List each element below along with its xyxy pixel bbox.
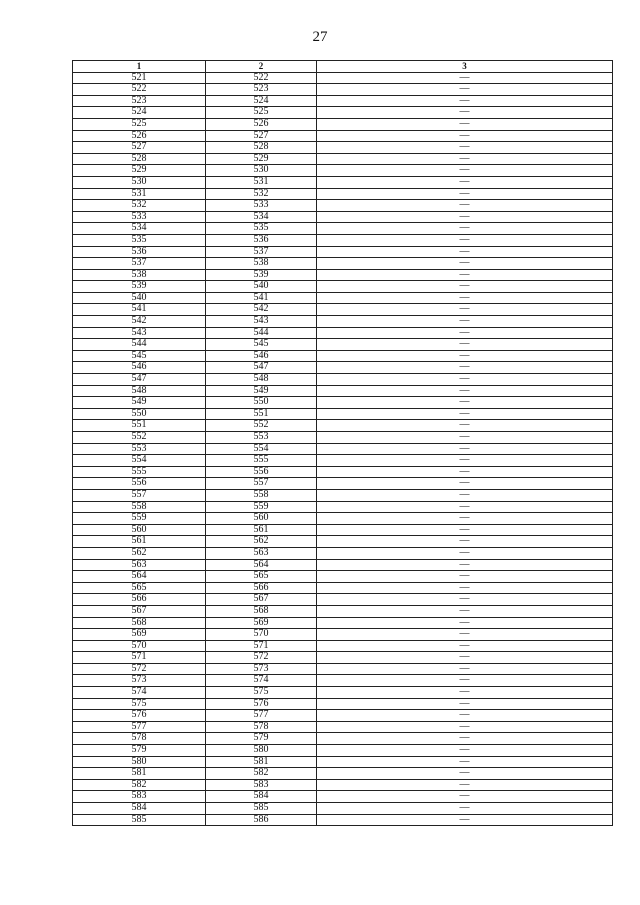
table-cell-dash: — (317, 675, 613, 687)
table-row (73, 547, 613, 559)
table-cell-number: 525 (206, 107, 317, 119)
table-row (73, 571, 613, 583)
table-cell-number: 551 (73, 420, 206, 432)
table-row (73, 814, 613, 826)
table-cell-dash: — (317, 432, 613, 444)
table-row (73, 200, 613, 212)
table-cell-number: 529 (73, 165, 206, 177)
table-cell-dash: — (317, 594, 613, 606)
table-cell-number: 573 (206, 663, 317, 675)
table-cell-number: 555 (206, 455, 317, 467)
table-cell-number: 579 (73, 745, 206, 757)
table-cell-number: 544 (206, 327, 317, 339)
table-cell-number: 560 (73, 524, 206, 536)
table-row (73, 513, 613, 525)
table-header-row (73, 61, 613, 73)
table-cell-dash: — (317, 200, 613, 212)
table-cell-number: 528 (206, 142, 317, 154)
table-row (73, 107, 613, 119)
table-cell-number: 536 (73, 246, 206, 258)
table-cell-dash: — (317, 130, 613, 142)
table-cell-dash: — (317, 466, 613, 478)
table-cell-number: 573 (73, 675, 206, 687)
table-row (73, 72, 613, 84)
table-row (73, 339, 613, 351)
table-cell-number: 527 (206, 130, 317, 142)
table-row (73, 176, 613, 188)
table-row (73, 559, 613, 571)
table-row (73, 663, 613, 675)
table-cell-number: 552 (73, 432, 206, 444)
table-cell-number: 525 (73, 118, 206, 130)
table-cell-dash: — (317, 223, 613, 235)
table-cell-number: 560 (206, 513, 317, 525)
table-cell-number: 578 (206, 721, 317, 733)
table-cell-number: 584 (206, 791, 317, 803)
table-cell-dash: — (317, 663, 613, 675)
table-cell-dash: — (317, 605, 613, 617)
table-row (73, 478, 613, 490)
table-row (73, 188, 613, 200)
table-row (73, 95, 613, 107)
table-cell-number: 549 (73, 397, 206, 409)
table-cell-number: 545 (73, 350, 206, 362)
table-cell-number: 572 (73, 663, 206, 675)
table-cell-dash: — (317, 547, 613, 559)
table-cell-number: 574 (73, 687, 206, 699)
table-cell-number: 580 (206, 745, 317, 757)
table-cell-dash: — (317, 118, 613, 130)
table-cell-number: 577 (206, 710, 317, 722)
table-cell-number: 565 (206, 571, 317, 583)
table-cell-dash: — (317, 385, 613, 397)
table-cell-number: 586 (206, 814, 317, 826)
table-cell-dash: — (317, 304, 613, 316)
table-cell-number: 584 (73, 803, 206, 815)
table-row (73, 397, 613, 409)
table-row (73, 756, 613, 768)
table-cell-number: 559 (206, 501, 317, 513)
table-cell-number: 539 (206, 269, 317, 281)
table-row (73, 443, 613, 455)
table-cell-dash: — (317, 316, 613, 328)
table-cell-dash: — (317, 559, 613, 571)
table-cell-dash: — (317, 362, 613, 374)
table-cell-dash: — (317, 84, 613, 96)
column-header-3: 3 (317, 61, 613, 73)
table-row (73, 84, 613, 96)
table-cell-dash: — (317, 768, 613, 780)
table-cell-dash: — (317, 524, 613, 536)
table-cell-number: 546 (73, 362, 206, 374)
table-row (73, 385, 613, 397)
table-row (73, 733, 613, 745)
table-cell-number: 583 (73, 791, 206, 803)
table-cell-dash: — (317, 745, 613, 757)
table-cell-dash: — (317, 513, 613, 525)
table-cell-number: 553 (206, 432, 317, 444)
table-cell-dash: — (317, 188, 613, 200)
table-cell-number: 526 (73, 130, 206, 142)
table-cell-number: 530 (206, 165, 317, 177)
table-cell-number: 549 (206, 385, 317, 397)
table-cell-number: 559 (73, 513, 206, 525)
table-cell-dash: — (317, 478, 613, 490)
table-cell-number: 569 (206, 617, 317, 629)
table-row (73, 501, 613, 513)
table-cell-number: 537 (73, 258, 206, 270)
table-cell-number: 538 (73, 269, 206, 281)
table-cell-dash: — (317, 733, 613, 745)
table-cell-number: 528 (73, 153, 206, 165)
table-row (73, 304, 613, 316)
table-row (73, 652, 613, 664)
table-cell-dash: — (317, 629, 613, 641)
table-row (73, 316, 613, 328)
table-cell-number: 568 (206, 605, 317, 617)
table-cell-dash: — (317, 258, 613, 270)
table-row (73, 455, 613, 467)
table-cell-dash: — (317, 397, 613, 409)
table-row (73, 246, 613, 258)
table-cell-number: 547 (73, 374, 206, 386)
table-row (73, 466, 613, 478)
table-cell-number: 570 (206, 629, 317, 641)
table-row (73, 594, 613, 606)
table-cell-number: 575 (206, 687, 317, 699)
table-cell-dash: — (317, 420, 613, 432)
table-row (73, 791, 613, 803)
column-header-1: 1 (73, 61, 206, 73)
table-cell-number: 532 (73, 200, 206, 212)
table-cell-number: 567 (73, 605, 206, 617)
table-cell-number: 534 (73, 223, 206, 235)
table-cell-number: 563 (206, 547, 317, 559)
table-row (73, 536, 613, 548)
table-cell-dash: — (317, 234, 613, 246)
table-cell-number: 574 (206, 675, 317, 687)
table-row (73, 130, 613, 142)
table-cell-number: 522 (73, 84, 206, 96)
table-cell-number: 540 (206, 281, 317, 293)
table-cell-number: 550 (206, 397, 317, 409)
table-cell-number: 527 (73, 142, 206, 154)
table-row (73, 118, 613, 130)
table-cell-number: 577 (73, 721, 206, 733)
table-cell-number: 581 (73, 768, 206, 780)
table-row (73, 675, 613, 687)
table-cell-dash: — (317, 721, 613, 733)
table-cell-number: 523 (73, 95, 206, 107)
table-cell-number: 555 (73, 466, 206, 478)
document-table (72, 60, 613, 826)
table-cell-number: 575 (73, 698, 206, 710)
table-cell-dash: — (317, 95, 613, 107)
table-row (73, 768, 613, 780)
table-cell-number: 542 (206, 304, 317, 316)
table-cell-number: 570 (73, 640, 206, 652)
table-cell-number: 550 (73, 408, 206, 420)
table-cell-dash: — (317, 142, 613, 154)
table-cell-number: 539 (73, 281, 206, 293)
page-number: 27 (312, 29, 328, 45)
table-cell-number: 568 (73, 617, 206, 629)
table-cell-dash: — (317, 571, 613, 583)
table-row (73, 408, 613, 420)
table-cell-number: 548 (73, 385, 206, 397)
table-row (73, 745, 613, 757)
table-cell-number: 532 (206, 188, 317, 200)
table-cell-dash: — (317, 176, 613, 188)
table-cell-dash: — (317, 640, 613, 652)
table-cell-number: 569 (73, 629, 206, 641)
table-cell-number: 551 (206, 408, 317, 420)
table-cell-dash: — (317, 617, 613, 629)
table-row (73, 269, 613, 281)
table-cell-number: 578 (73, 733, 206, 745)
table-row (73, 142, 613, 154)
table-cell-dash: — (317, 582, 613, 594)
table-cell-number: 566 (206, 582, 317, 594)
table-row (73, 617, 613, 629)
table-cell-number: 545 (206, 339, 317, 351)
table-cell-number: 585 (73, 814, 206, 826)
table-row (73, 582, 613, 594)
table-cell-number: 564 (73, 571, 206, 583)
table-row (73, 223, 613, 235)
table-cell-dash: — (317, 153, 613, 165)
table-row (73, 350, 613, 362)
table-cell-number: 571 (73, 652, 206, 664)
table-row (73, 489, 613, 501)
table-cell-number: 522 (206, 72, 317, 84)
table-cell-number: 585 (206, 803, 317, 815)
table-cell-number: 564 (206, 559, 317, 571)
table-cell-number: 541 (206, 292, 317, 304)
table-row (73, 779, 613, 791)
table-cell-number: 552 (206, 420, 317, 432)
table-cell-dash: — (317, 107, 613, 119)
table-cell-dash: — (317, 292, 613, 304)
table-cell-number: 557 (206, 478, 317, 490)
table-cell-dash: — (317, 756, 613, 768)
table-cell-number: 542 (73, 316, 206, 328)
table-cell-dash: — (317, 443, 613, 455)
table-cell-number: 543 (206, 316, 317, 328)
table-cell-number: 547 (206, 362, 317, 374)
table-cell-dash: — (317, 652, 613, 664)
table-cell-number: 540 (73, 292, 206, 304)
table-cell-dash: — (317, 791, 613, 803)
column-header-2: 2 (206, 61, 317, 73)
table-cell-number: 576 (73, 710, 206, 722)
table-cell-dash: — (317, 710, 613, 722)
table-cell-number: 556 (73, 478, 206, 490)
table-cell-number: 533 (206, 200, 317, 212)
table-cell-dash: — (317, 687, 613, 699)
table-cell-number: 572 (206, 652, 317, 664)
table-cell-dash: — (317, 211, 613, 223)
table-cell-number: 562 (73, 547, 206, 559)
table-row (73, 281, 613, 293)
table-cell-number: 558 (206, 489, 317, 501)
table-cell-number: 563 (73, 559, 206, 571)
table-cell-dash: — (317, 269, 613, 281)
table-cell-number: 531 (206, 176, 317, 188)
table-cell-dash: — (317, 281, 613, 293)
table-cell-number: 566 (73, 594, 206, 606)
table-cell-number: 582 (206, 768, 317, 780)
table-cell-number: 554 (73, 455, 206, 467)
table-row (73, 803, 613, 815)
table-cell-dash: — (317, 246, 613, 258)
table-cell-dash: — (317, 72, 613, 84)
table-row (73, 211, 613, 223)
table-cell-number: 561 (73, 536, 206, 548)
table-cell-number: 534 (206, 211, 317, 223)
table-row (73, 292, 613, 304)
table-row (73, 698, 613, 710)
table-cell-number: 565 (73, 582, 206, 594)
table-cell-dash: — (317, 803, 613, 815)
table-cell-dash: — (317, 489, 613, 501)
table-row (73, 710, 613, 722)
table-row (73, 374, 613, 386)
table-cell-number: 538 (206, 258, 317, 270)
table-cell-number: 580 (73, 756, 206, 768)
table-cell-number: 548 (206, 374, 317, 386)
table-cell-dash: — (317, 779, 613, 791)
table-cell-number: 557 (73, 489, 206, 501)
table-row (73, 524, 613, 536)
table-cell-dash: — (317, 350, 613, 362)
table-row (73, 640, 613, 652)
table-cell-dash: — (317, 339, 613, 351)
table-cell-dash: — (317, 165, 613, 177)
table-cell-number: 567 (206, 594, 317, 606)
table-cell-dash: — (317, 814, 613, 826)
table-row (73, 605, 613, 617)
table-cell-number: 582 (73, 779, 206, 791)
table-cell-number: 523 (206, 84, 317, 96)
table-cell-number: 546 (206, 350, 317, 362)
table-cell-dash: — (317, 327, 613, 339)
table-cell-number: 535 (73, 234, 206, 246)
table-cell-number: 571 (206, 640, 317, 652)
table-cell-number: 530 (73, 176, 206, 188)
table-cell-number: 561 (206, 524, 317, 536)
table-row (73, 687, 613, 699)
table-cell-dash: — (317, 536, 613, 548)
table-cell-number: 529 (206, 153, 317, 165)
table-cell-number: 556 (206, 466, 317, 478)
table-row (73, 432, 613, 444)
table-cell-number: 562 (206, 536, 317, 548)
table-cell-number: 558 (73, 501, 206, 513)
table-cell-dash: — (317, 501, 613, 513)
table-cell-dash: — (317, 374, 613, 386)
table-row (73, 234, 613, 246)
table-cell-number: 583 (206, 779, 317, 791)
table-cell-number: 541 (73, 304, 206, 316)
table-cell-number: 535 (206, 223, 317, 235)
table-cell-dash: — (317, 455, 613, 467)
table-cell-number: 553 (73, 443, 206, 455)
table-cell-number: 531 (73, 188, 206, 200)
table-cell-number: 554 (206, 443, 317, 455)
table-row (73, 153, 613, 165)
table-cell-number: 579 (206, 733, 317, 745)
table-row (73, 258, 613, 270)
table-cell-number: 521 (73, 72, 206, 84)
table-cell-number: 576 (206, 698, 317, 710)
table-row (73, 327, 613, 339)
table-cell-number: 581 (206, 756, 317, 768)
table-cell-number: 533 (73, 211, 206, 223)
table-cell-dash: — (317, 408, 613, 420)
table-cell-number: 524 (73, 107, 206, 119)
table-cell-number: 543 (73, 327, 206, 339)
table-cell-number: 526 (206, 118, 317, 130)
table-cell-number: 544 (73, 339, 206, 351)
table-row (73, 165, 613, 177)
table-cell-number: 536 (206, 234, 317, 246)
table-cell-number: 537 (206, 246, 317, 258)
table-row (73, 420, 613, 432)
table-row (73, 362, 613, 374)
table-cell-number: 524 (206, 95, 317, 107)
table-cell-dash: — (317, 698, 613, 710)
table-body (73, 72, 613, 826)
table-row (73, 629, 613, 641)
table-row (73, 721, 613, 733)
